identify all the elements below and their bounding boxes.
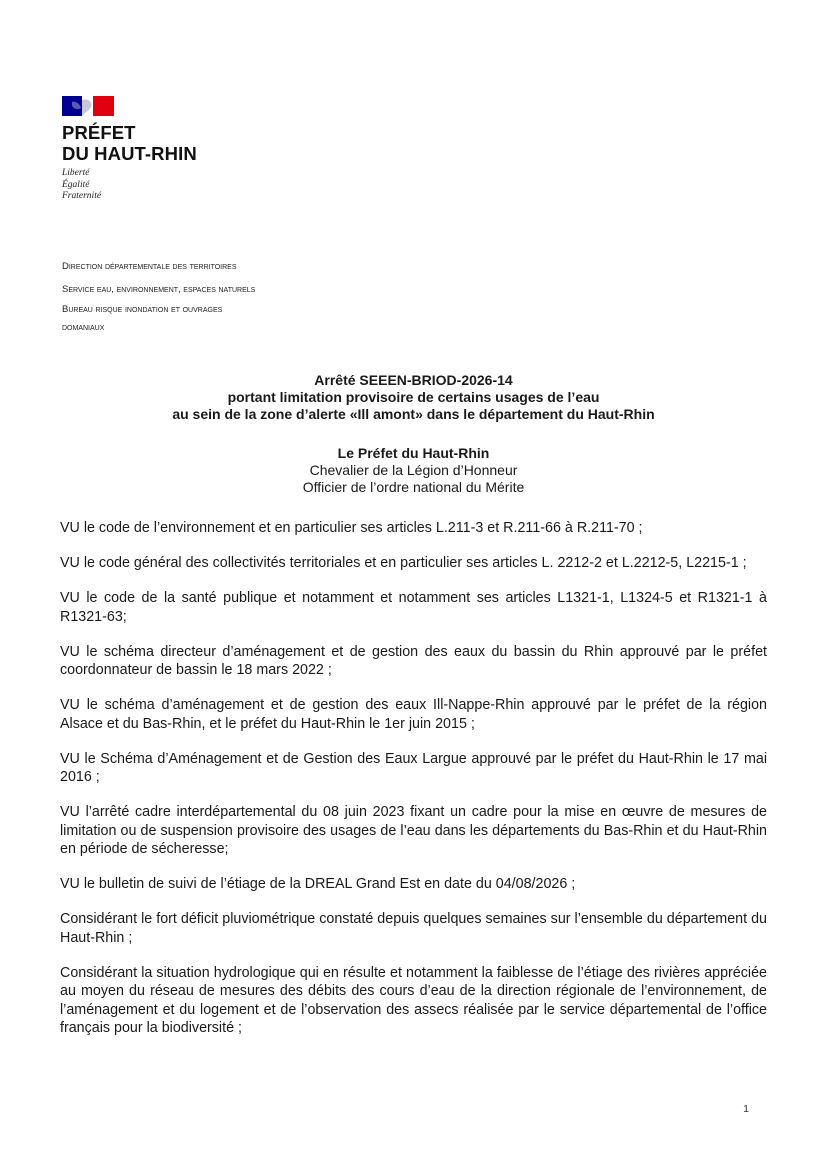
arrete-subject-line2: au sein de la zone d’alerte «Ill amont» dans le département du Haut-Rhin (172, 406, 655, 422)
service-block (62, 256, 362, 337)
arrete-title-block (60, 372, 767, 496)
bureau-label-line1: Bureau risque inondation et ouvrages (62, 304, 223, 315)
considerant-paragraph: Considérant la situation hydrologique qui en résulte et notamment la faiblesse de l’étiage des rivières appréciée au moyen du réseau de mesures des débits des cours d’eau de la direction régionale de l’environnement, de l’aménagement et du logement et de l’observation des assecs réalisée par le service départemental de l’office français pour la biodiversité ; (60, 964, 767, 1036)
motto-liberte: Liberté (62, 168, 90, 178)
marianne-flag-icon (62, 96, 114, 116)
direction-label: Direction départementale des territoires (62, 261, 237, 272)
visa-paragraph: VU le code de l’environnement et en particulier ses articles L.211-3 et R.211-66 à R.211-70 ; (60, 520, 643, 536)
visa-paragraph: VU le Schéma d’Aménagement et de Gestion des Eaux Largue approuvé par le préfet du Haut-Rhin le 17 mai 2016 ; (60, 750, 767, 785)
arrete-subject-line1: portant limitation provisoire de certains usages de l’eau (227, 389, 600, 405)
visa-paragraph: VU le code général des collectivités territoriales et en particulier ses articles L. 2212-2 et L.2212-5, L2215-1 ; (60, 555, 747, 571)
visa-paragraph: VU le schéma directeur d’aménagement et de gestion des eaux du bassin du Rhin approuvé par le préfet coordonnateur de bassin le 18 mars 2022 ; (60, 643, 767, 678)
considerant-paragraph: Considérant le fort déficit pluviométrique constaté depuis quelques semaines sur l’ensemble du département du Haut-Rhin ; (60, 911, 767, 946)
prefet-name: Le Préfet du Haut-Rhin (337, 445, 490, 461)
service-label: Service eau, environnement, espaces naturels (62, 283, 256, 295)
honor-merite: Officier de l’ordre national du Mérite (302, 479, 525, 495)
motto-fraternite: Fraternité (62, 191, 102, 201)
visa-paragraph: VU le code de la santé publique et notamment et notamment ses articles L1321-1, L1324-5 et R1321-1 à R1321-63; (60, 590, 767, 625)
bureau-label-line2: domaniaux (62, 322, 105, 333)
document-body (60, 519, 767, 1054)
visa-paragraph: VU l’arrêté cadre interdépartemental du 08 juin 2023 fixant un cadre pour la mise en œuvre de mesures de limitation ou de suspension provisoire des usages de l’eau dans les départements du Bas-Rhin et du Haut-Rhin en période de sécheresse; (60, 804, 767, 857)
honor-legion: Chevalier de la Légion d’Honneur (309, 462, 518, 478)
prefet-title-line2: DU HAUT-RHIN (62, 143, 197, 164)
prefet-title (62, 122, 197, 164)
prefecture-logo (62, 96, 197, 203)
page-number: 1 (743, 1103, 749, 1115)
visa-paragraph: VU le bulletin de suivi de l’étiage de la DREAL Grand Est en date du 04/08/2026 ; (60, 876, 576, 892)
arrete-number: Arrêté SEEEN-BRIOD-2026-14 (314, 372, 513, 388)
republic-motto (62, 168, 197, 203)
visa-paragraph: VU le schéma d’aménagement et de gestion des eaux Ill-Nappe-Rhin approuvé par le préfet de la région Alsace et du Bas-Rhin, et le préfet du Haut-Rhin le 1er juin 2015 ; (60, 697, 767, 732)
prefet-title-line1: PRÉFET (62, 122, 136, 143)
motto-egalite: Égalité (62, 179, 90, 190)
